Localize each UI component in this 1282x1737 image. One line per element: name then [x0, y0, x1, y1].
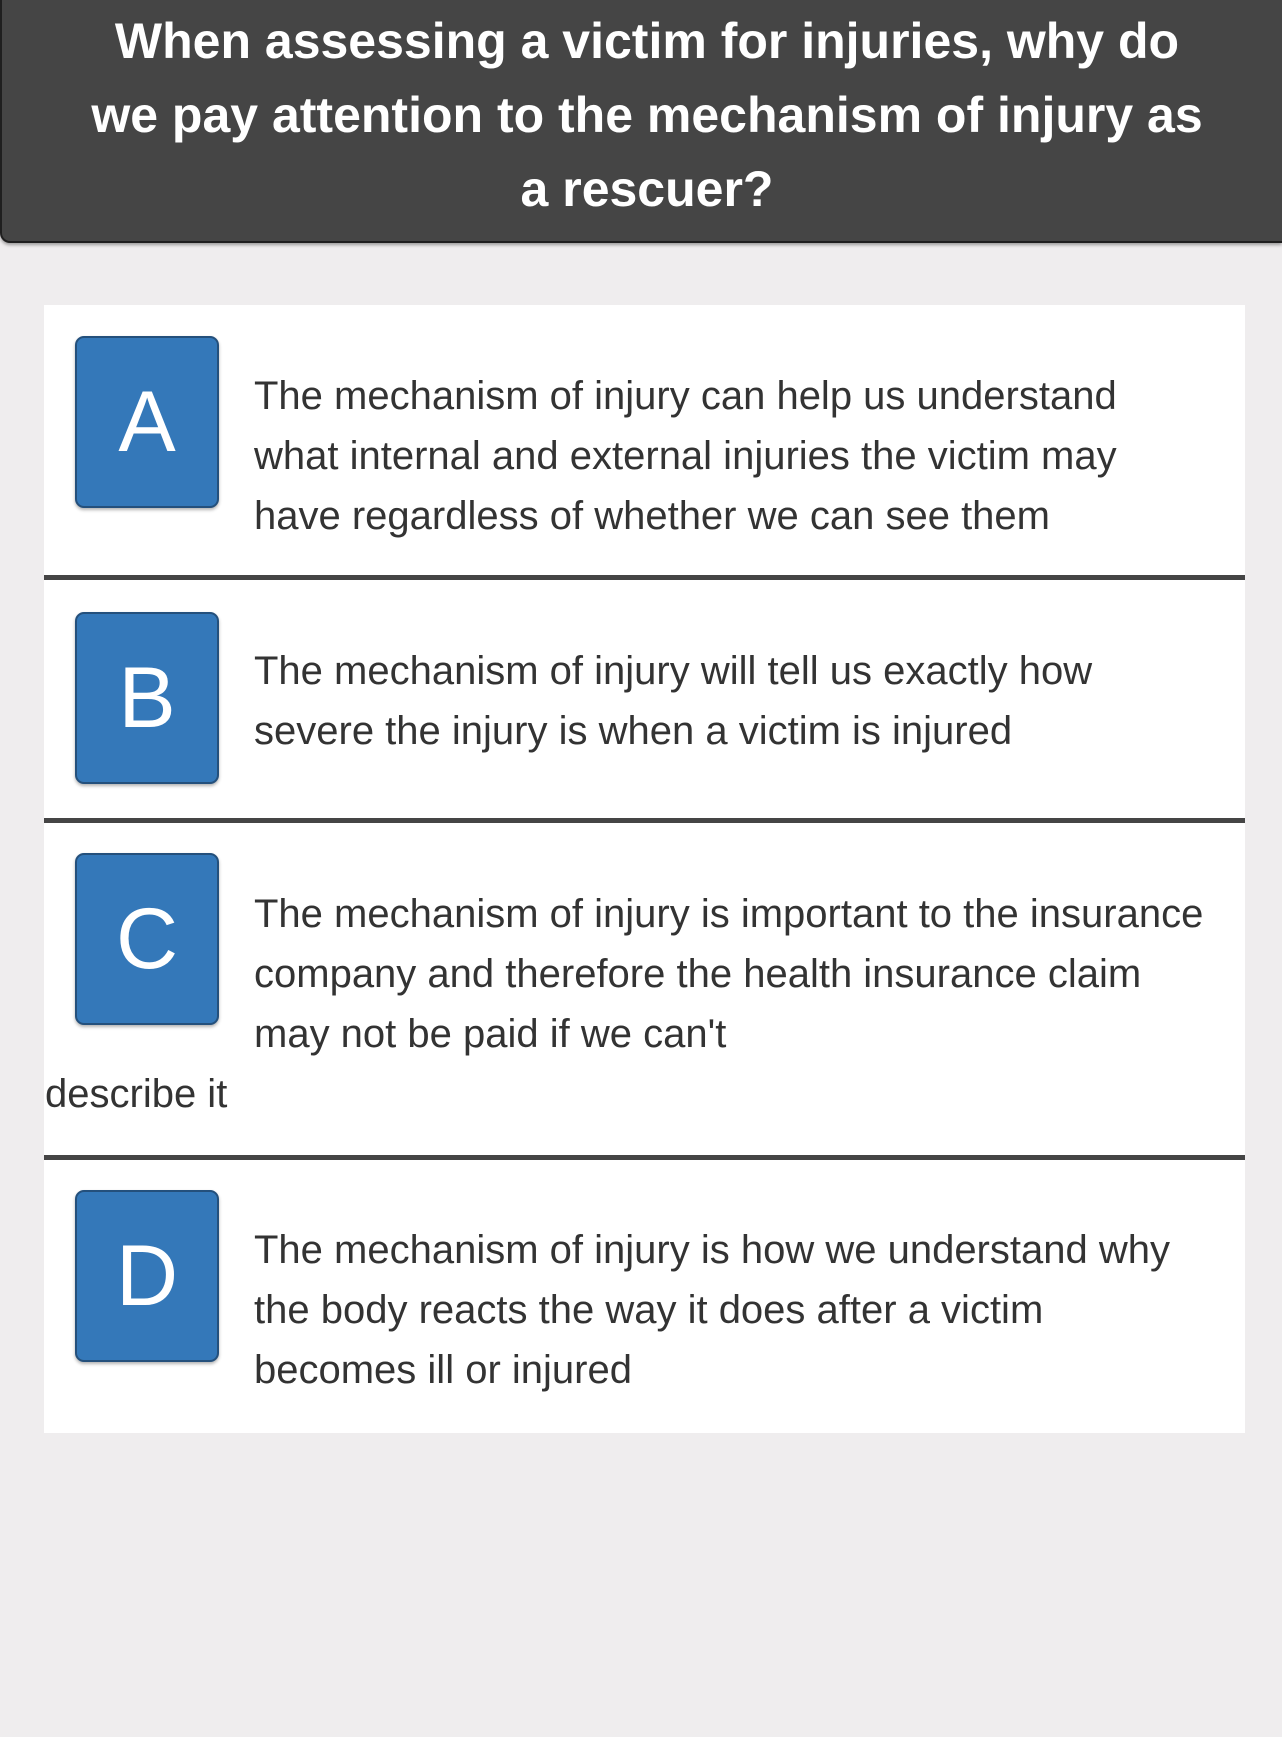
option-letter-c[interactable]: C	[75, 853, 219, 1025]
option-text-c-continued: describe it	[45, 1072, 228, 1116]
answer-option-a[interactable]	[44, 305, 1245, 580]
question-text: When assessing a victim for injuries, why do we pay attention to the mechanism of injury as a rescuer?	[91, 13, 1203, 217]
option-text-c: The mechanism of injury is important to the insurance company and therefore the health insurance claim may not be paid if we can't	[254, 892, 1204, 1056]
answer-option-d[interactable]	[44, 1160, 1245, 1433]
option-text-a: The mechanism of injury can help us understand what internal and external injuries the victim may have regardless of whether we can see them	[254, 374, 1117, 538]
option-text-b: The mechanism of injury will tell us exactly how severe the injury is when a victim is injured	[254, 649, 1093, 753]
option-text-d: The mechanism of injury is how we understand why the body reacts the way it does after a victim becomes ill or injured	[254, 1228, 1170, 1392]
answer-option-b[interactable]	[44, 580, 1245, 823]
option-letter-b[interactable]: B	[75, 612, 219, 784]
question-header	[0, 0, 1282, 243]
option-letter-a[interactable]: A	[75, 336, 219, 508]
answer-options-list	[44, 305, 1245, 1433]
answer-option-c[interactable]	[44, 823, 1245, 1160]
option-letter-d[interactable]: D	[75, 1190, 219, 1362]
